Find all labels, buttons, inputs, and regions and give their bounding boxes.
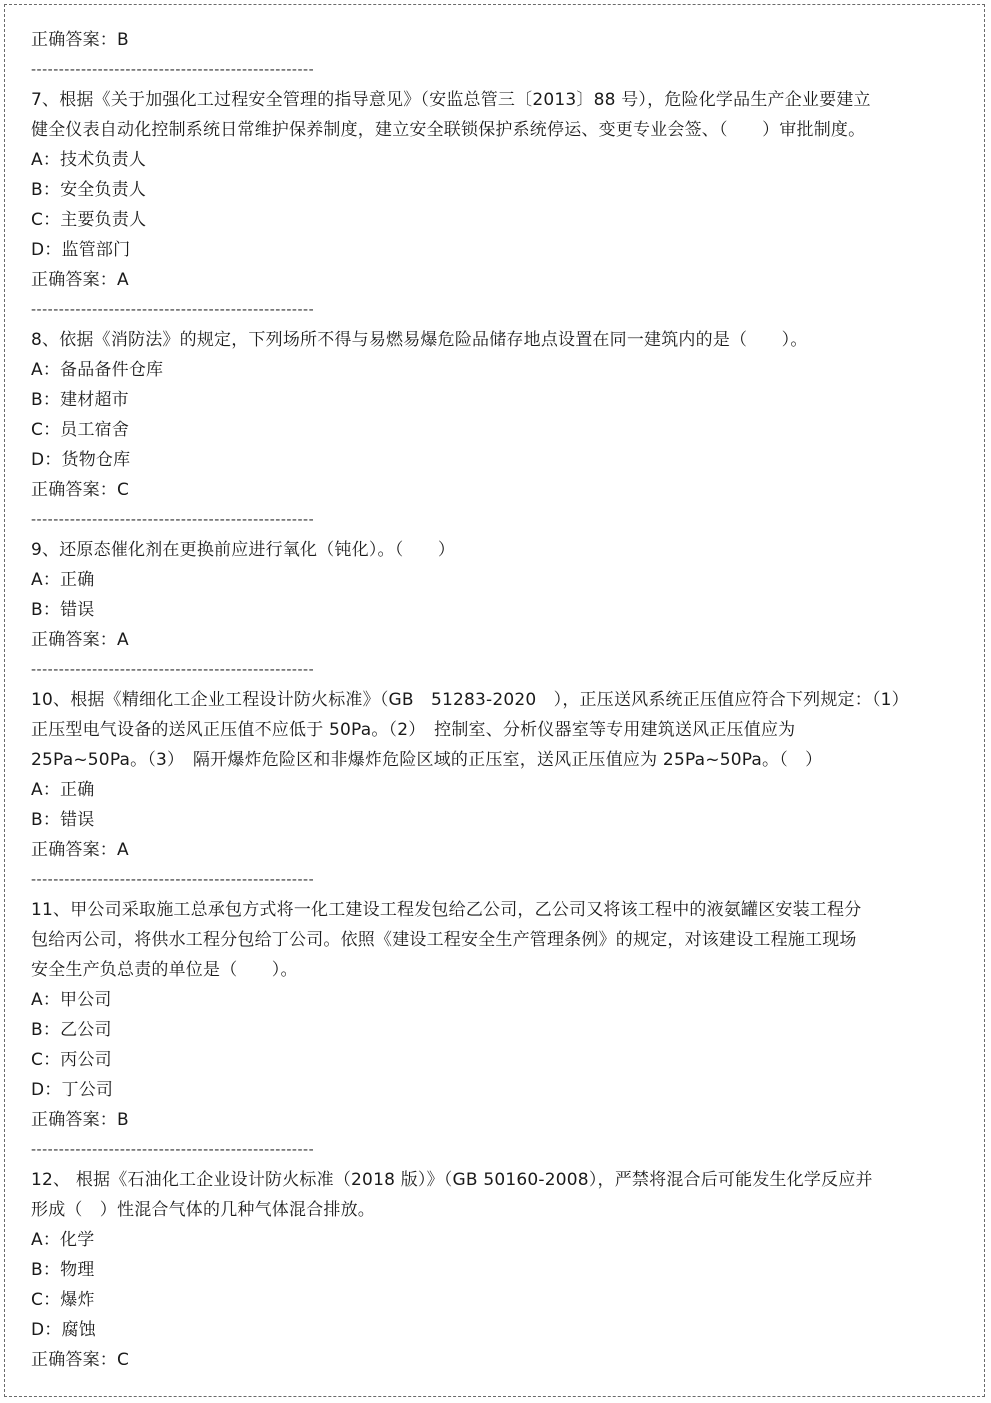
answer-option: D：监管部门 xyxy=(31,240,131,260)
answer-option: C：丙公司 xyxy=(31,1050,112,1070)
question-text: 12、 根据《石油化工企业设计防火标准（2018 版）》（GB 50160-2008），严禁将混合后可能发生化学反应并 xyxy=(31,1170,873,1190)
separator-line: --------------------------------------------------- xyxy=(31,512,315,528)
answer-option: B：错误 xyxy=(31,810,95,830)
separator-line: --------------------------------------------------- xyxy=(31,662,315,678)
question-text: 10、根据《精细化工企业工程设计防火标准》（GB 51283-2020 ），正压送风系统正压值应符合下列规定：（1） xyxy=(31,690,909,710)
answer-option: B：建材超市 xyxy=(31,390,129,410)
question-list xyxy=(31,25,909,1375)
answer-option: C：爆炸 xyxy=(31,1290,95,1310)
answer-option: A：备品备件仓库 xyxy=(31,360,164,380)
question-block xyxy=(31,1165,891,1375)
answer-option: B：安全负责人 xyxy=(31,180,147,200)
answer-option: A：化学 xyxy=(31,1230,95,1250)
question-text: 7、根据《关于加强化工过程安全管理的指导意见》（安监总管三〔2013〕88 号），危险化学品生产企业要建立 xyxy=(31,90,871,110)
question-text: 9、还原态催化剂在更换前应进行氧化（钝化）。（ ） xyxy=(31,540,456,560)
answer-option: D：腐蚀 xyxy=(31,1320,96,1340)
question-text: 8、依据《消防法》的规定，下列场所不得与易燃易爆危险品储存地点设置在同一建筑内的是（ ）。 xyxy=(31,330,808,350)
question-block xyxy=(31,895,891,1135)
question-block xyxy=(31,85,891,295)
question-text: 包给丙公司，将供水工程分包给丁公司。依照《建设工程安全生产管理条例》的规定，对该建设工程施工现场 xyxy=(31,930,857,950)
answer-option: B：物理 xyxy=(31,1260,95,1280)
question-text: 安全生产负总责的单位是（ ）。 xyxy=(31,960,298,980)
answer-option: B：乙公司 xyxy=(31,1020,112,1040)
separator-line: --------------------------------------------------- xyxy=(31,1142,315,1158)
answer-option: B：错误 xyxy=(31,600,95,620)
correct-answer: 正确答案：A xyxy=(31,630,129,650)
previous-answer: 正确答案：B xyxy=(31,30,129,50)
question-block xyxy=(31,685,909,865)
question-block xyxy=(31,535,891,655)
answer-option: A：正确 xyxy=(31,780,95,800)
answer-option: A：技术负责人 xyxy=(31,150,147,170)
question-text: 正压型电气设备的送风正压值不应低于 50Pa。（2） 控制室、分析仪器室等专用建筑送风正压值应为 xyxy=(31,720,796,740)
separator-line: --------------------------------------------------- xyxy=(31,62,315,78)
question-text: 健全仪表自动化控制系统日常维护保养制度，建立安全联锁保护系统停运、变更专业会签、（ ）审批制度。 xyxy=(31,120,866,140)
correct-answer: 正确答案：B xyxy=(31,1110,129,1130)
question-text: 11、甲公司采取施工总承包方式将一化工建设工程发包给乙公司，乙公司又将该工程中的液氨罐区安装工程分 xyxy=(31,900,862,920)
answer-option: C：员工宿舍 xyxy=(31,420,130,440)
correct-answer: 正确答案：A xyxy=(31,270,129,290)
answer-option: D：货物仓库 xyxy=(31,450,131,470)
answer-option: C：主要负责人 xyxy=(31,210,147,230)
separator-line: --------------------------------------------------- xyxy=(31,302,315,318)
question-text: 形成（ ）性混合气体的几种气体混合排放。 xyxy=(31,1200,375,1220)
separator-line: --------------------------------------------------- xyxy=(31,872,315,888)
correct-answer: 正确答案：A xyxy=(31,840,129,860)
answer-option: A：甲公司 xyxy=(31,990,112,1010)
question-text: 25Pa~50Pa。（3） 隔开爆炸危险区和非爆炸危险区域的正压室，送风正压值应为 25Pa~50Pa。（ ） xyxy=(31,750,823,770)
answer-option: A：正确 xyxy=(31,570,95,590)
correct-answer: 正确答案：C xyxy=(31,1350,130,1370)
answer-option: D：丁公司 xyxy=(31,1080,114,1100)
question-block xyxy=(31,325,891,505)
correct-answer: 正确答案：C xyxy=(31,480,130,500)
